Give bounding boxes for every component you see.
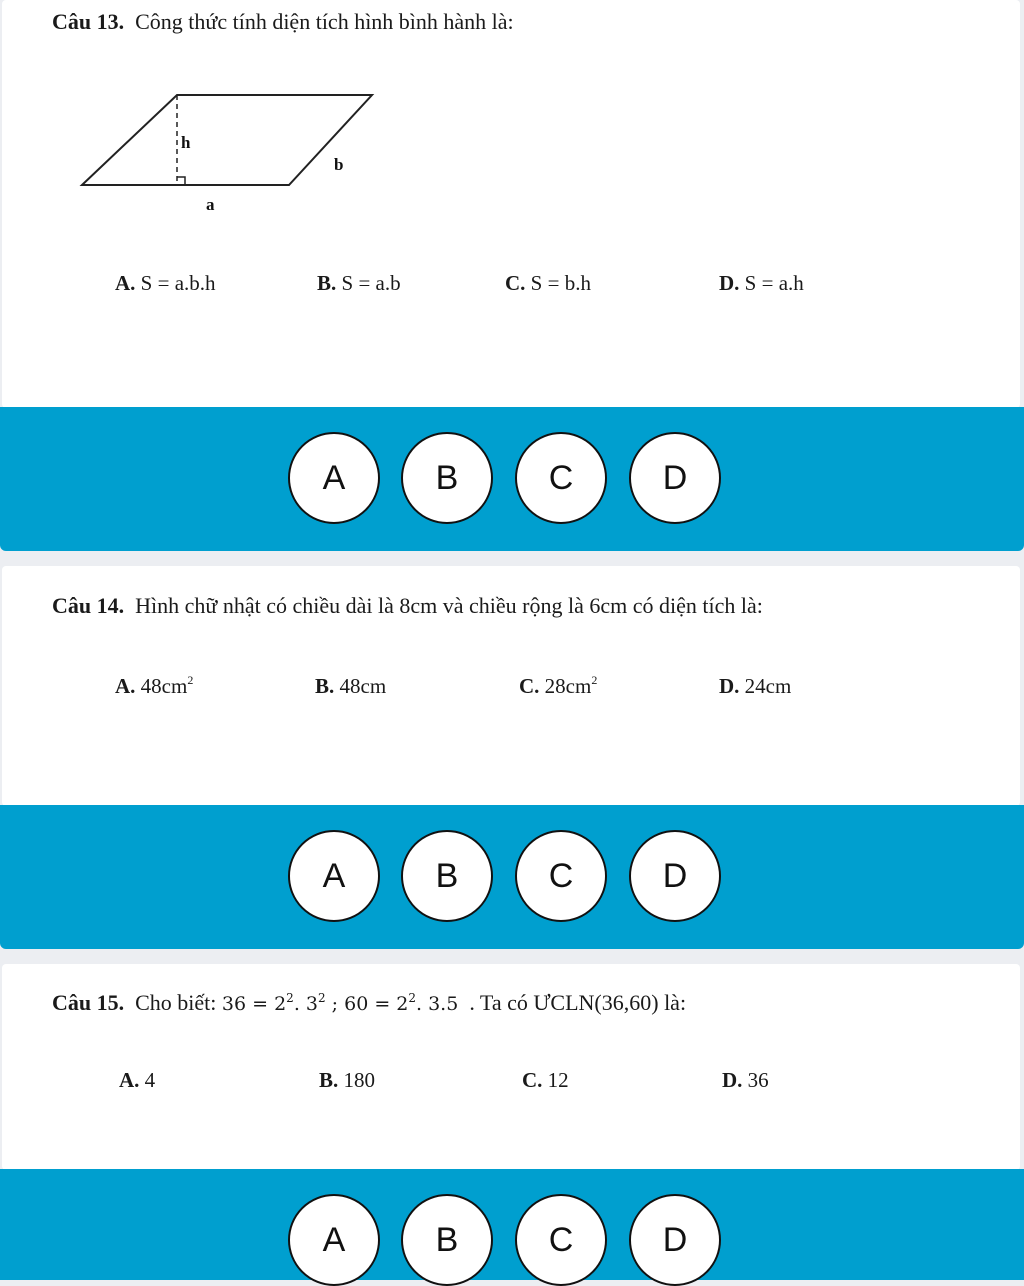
label-h: h <box>181 133 191 152</box>
answer-button-b[interactable]: B <box>401 1194 493 1286</box>
option-a: A. S = a.b.h <box>115 271 216 295</box>
question-title <box>52 593 763 619</box>
answer-button-a[interactable]: A <box>288 1194 380 1286</box>
option-a: A. $48cm^2$ <box>115 673 194 698</box>
parallelogram-shape <box>82 95 372 185</box>
question-number: Câu 13. <box>52 9 125 34</box>
answer-button-b[interactable]: B <box>401 830 493 922</box>
answer-button-c[interactable]: C <box>515 432 607 524</box>
option-d: D. 36 <box>722 1068 769 1092</box>
answer-button-a[interactable]: A <box>288 432 380 524</box>
question-card-15 <box>2 964 1020 1170</box>
question-number: Câu 15. <box>52 990 125 1015</box>
answer-button-a[interactable]: A <box>288 830 380 922</box>
answer-panel-15 <box>0 1169 1024 1280</box>
answer-button-c[interactable]: C <box>515 830 607 922</box>
answer-button-d[interactable]: D <box>629 1194 721 1286</box>
question-card-13 <box>2 0 1020 408</box>
question-prefix: Cho biết: <box>135 990 217 1015</box>
right-angle-mark <box>177 177 185 185</box>
answer-panel-14 <box>0 805 1024 949</box>
label-b: b <box>334 155 344 174</box>
math-expression-36: $36 = 2^2$. $3^2$ <box>221 991 326 1015</box>
question-number: Câu 14. <box>52 593 125 618</box>
answer-button-c[interactable]: C <box>515 1194 607 1286</box>
math-expression-60: ; $60 = 2^2$. 3.5 <box>325 991 459 1015</box>
option-c: C. 12 <box>522 1068 569 1092</box>
question-title <box>52 9 514 35</box>
option-b: B. S = a.b <box>317 271 401 295</box>
question-card-14 <box>2 566 1020 806</box>
answer-button-b[interactable]: B <box>401 432 493 524</box>
question-text: Hình chữ nhật có chiều dài là 8cm và chiều rộng là 6cm có diện tích là: <box>135 593 763 618</box>
option-b: B. 48cm <box>315 674 387 698</box>
option-b: B. 180 <box>319 1068 376 1092</box>
parallelogram-figure <box>72 85 392 215</box>
answer-panel-13 <box>0 407 1024 551</box>
question-suffix: . Ta có ƯCLN(36,60) là: <box>469 990 687 1015</box>
option-d: D. S = a.h <box>719 271 804 295</box>
option-a: A. 4 <box>119 1068 156 1092</box>
answer-button-d[interactable]: D <box>629 830 721 922</box>
option-d: D. 24cm <box>719 674 792 698</box>
answer-button-d[interactable]: D <box>629 432 721 524</box>
question-title <box>52 990 686 1016</box>
option-c: C. $28cm^2$ <box>519 673 598 698</box>
label-a: a <box>206 195 215 214</box>
option-c: C. S = b.h <box>505 271 591 295</box>
question-text: Công thức tính diện tích hình bình hành là: <box>135 9 514 34</box>
